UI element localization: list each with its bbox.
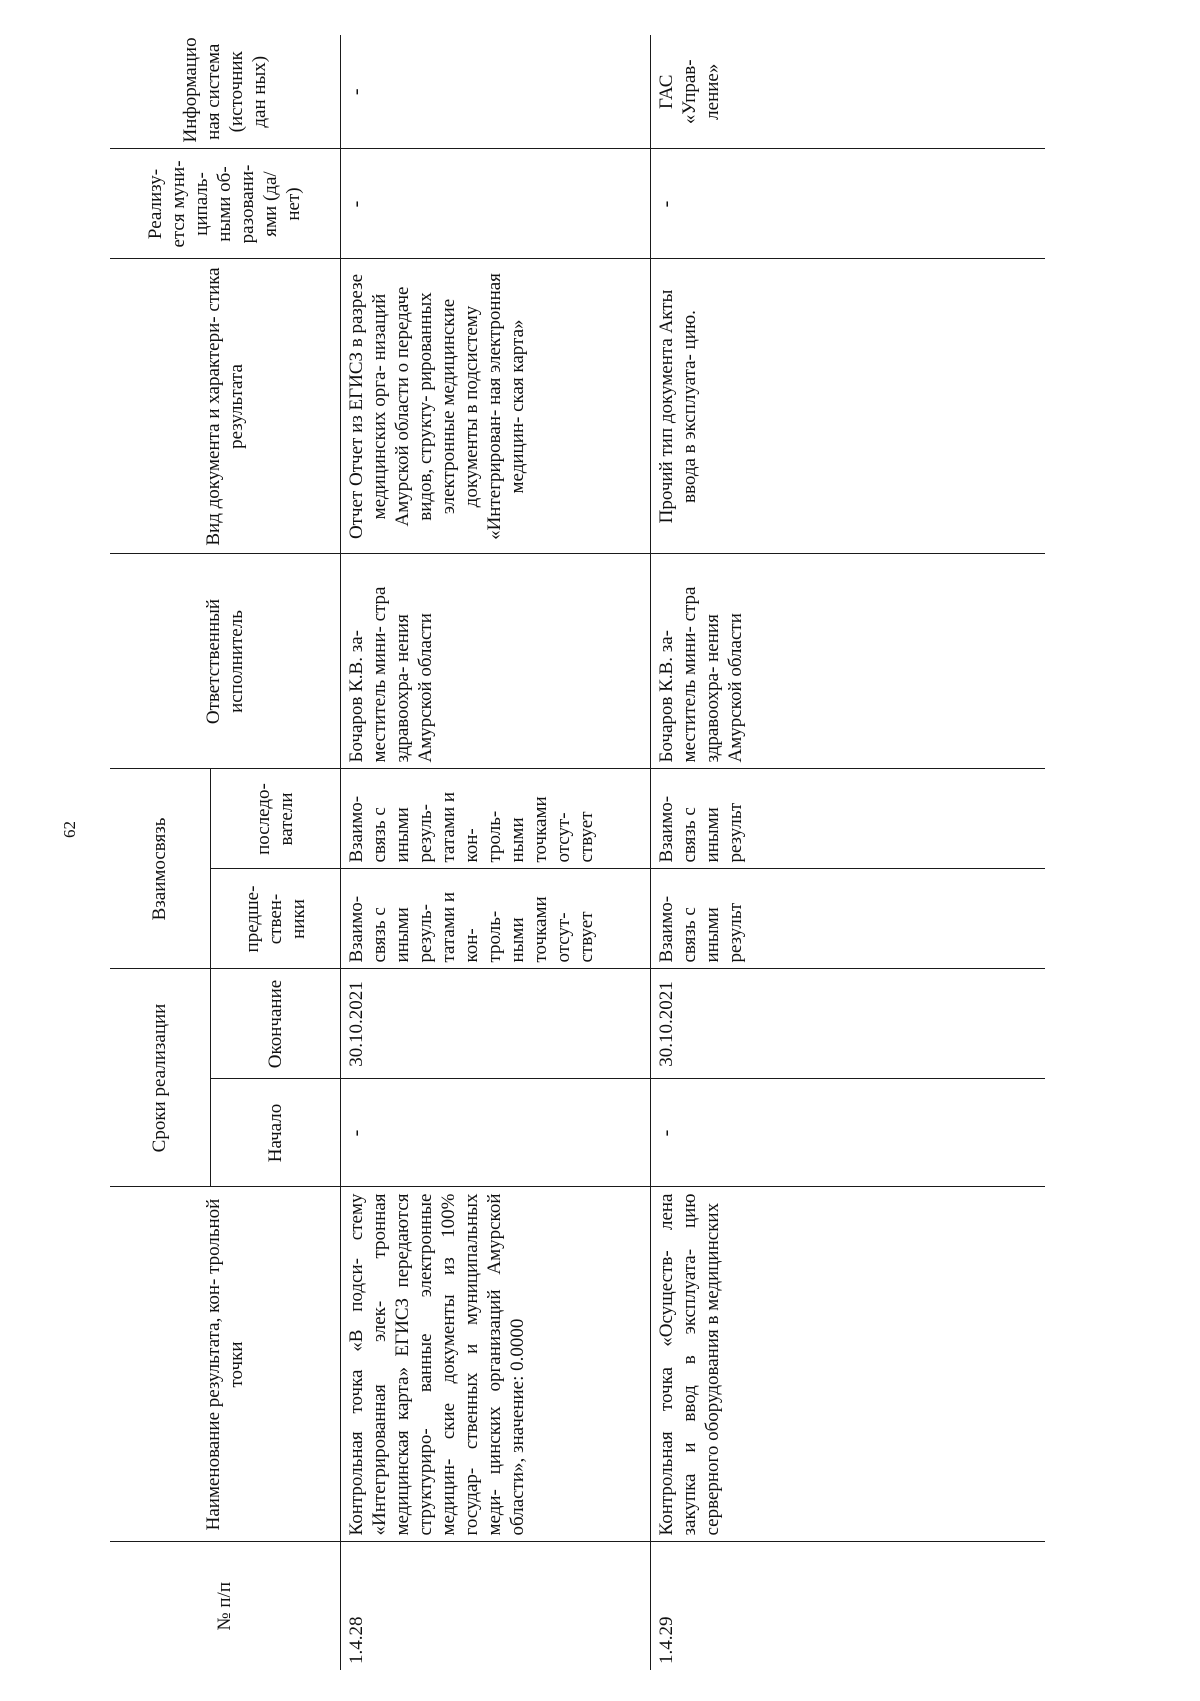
row-municipal: -	[340, 149, 650, 259]
row-num: 1.4.28	[340, 1542, 650, 1670]
row-executor: Бочаров К.В. за- меститель мини- стра здравоохра- нения Амурской области	[340, 554, 650, 769]
row-predecessors: Взаимо- связь с иными результ	[650, 869, 1045, 969]
header-municipal: Реализу- ется муни- ципаль- ными об- разовани- ями (да/нет)	[110, 149, 340, 259]
row-municipal: -	[650, 149, 1045, 259]
header-predecessors: предше- ствен- ники	[210, 869, 340, 969]
plan-table	[110, 35, 1045, 1670]
row-end: 30.10.2021	[340, 969, 650, 1079]
row-doc-type: Отчет Отчет из ЕГИСЗ в разрезе медицинских орга- низаций Амурской области о передаче видов, структу- рированных электронные медицинские документы в подсистему «Интегрирован- ная электронная медицин- ская карта»	[340, 259, 650, 554]
row-executor: Бочаров К.В. за- меститель мини- стра здравоохра- нения Амурской области	[650, 554, 1045, 769]
row-successors: Взаимо- связь с иными резуль- татами и кон- троль- ными точками отсут- ствует	[340, 769, 650, 869]
header-doc-type: Вид документа и характери- стика результата	[110, 259, 340, 554]
row-doc-type: Прочий тип документа Акты ввода в эксплуата- цию.	[650, 259, 1045, 554]
page-number: 62	[60, 821, 79, 838]
row-end: 30.10.2021	[650, 969, 1045, 1079]
header-num: № п/п	[110, 1542, 340, 1670]
row-name: Контрольная точка «В подси- стему «Интегрированная элек- тронная медицинская карта» ЕГИСЗ передаются структуриро- ванные электронные медицин- ские документы из 100% государ- ственных и муниципальных меди- цинских организаций Амурской области», значение: 0.0000	[340, 1187, 650, 1542]
header-executor: Ответственный исполнитель	[110, 554, 340, 769]
header-info-system: Информацио ная система (источник дан ных)	[110, 35, 340, 149]
row-name: Контрольная точка «Осуществ- лена закупка и ввод в эксплуата- цию серверного оборудования в медицинских	[650, 1187, 1045, 1542]
header-links: Взаимосвязь	[110, 769, 210, 969]
header-end: Окончание	[210, 969, 340, 1079]
row-info-system: -	[340, 35, 650, 149]
row-predecessors: Взаимо- связь с иными резуль- татами и кон- троль- ными точками отсут- ствует	[340, 869, 650, 969]
row-info-system: ГАС «Управ- ление»	[650, 35, 1045, 149]
row-start: -	[340, 1079, 650, 1187]
header-successors: последо- ватели	[210, 769, 340, 869]
row-num: 1.4.29	[650, 1542, 1045, 1670]
table-row	[340, 35, 650, 1670]
table-row	[650, 35, 1045, 1670]
header-terms: Сроки реализации	[110, 969, 210, 1187]
row-start: -	[650, 1079, 1045, 1187]
header-start: Начало	[210, 1079, 340, 1187]
header-name: Наименование результата, кон- трольной точки	[110, 1187, 340, 1542]
row-successors: Взаимо- связь с иными результ	[650, 769, 1045, 869]
rotated-table-container	[110, 35, 1045, 1670]
